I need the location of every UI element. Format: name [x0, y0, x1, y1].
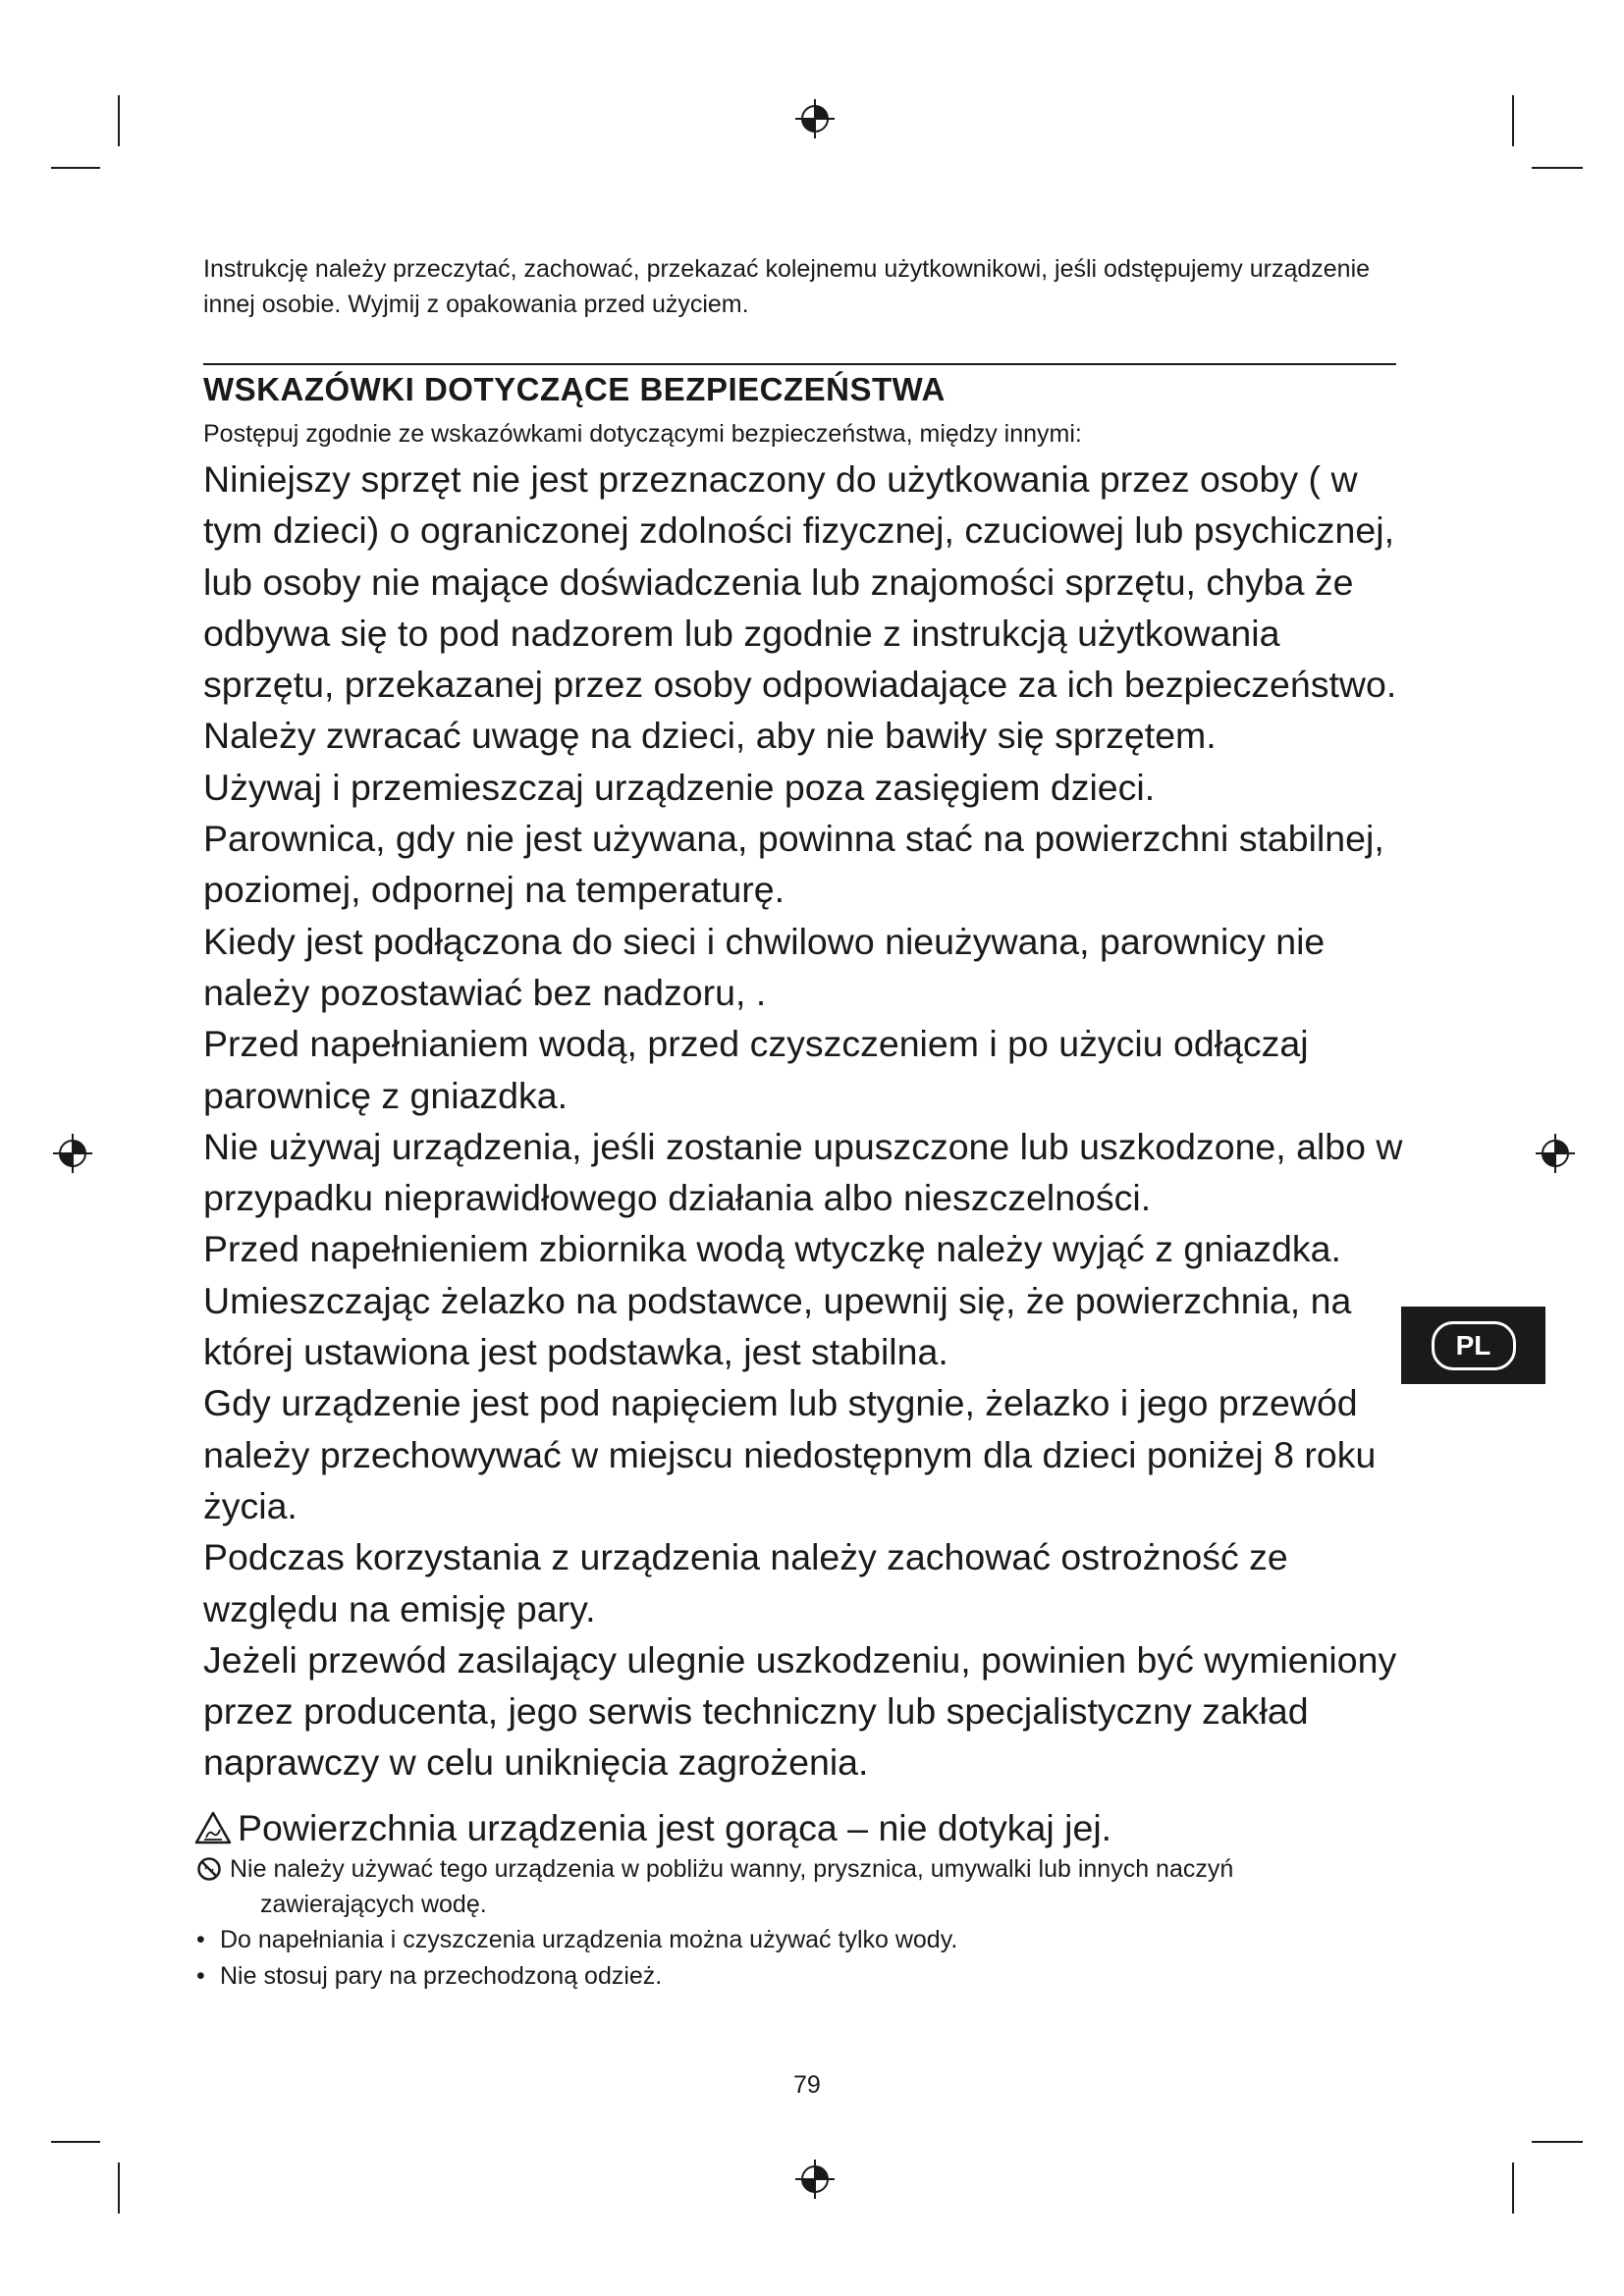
bullet-item [196, 1958, 1394, 1994]
warning-triangle-icon [194, 1811, 232, 1844]
hot-surface-warning-text: Powierzchnia urządzenia jest gorąca – nie dotykaj jej. [238, 1807, 1112, 1848]
hot-surface-warning [194, 1802, 1111, 1853]
bullet-marker: • [196, 1926, 205, 1953]
registration-mark-icon [1534, 1132, 1577, 1175]
bullet-text: Nie stosuj pary na przechodzoną odzież. [220, 1962, 663, 1990]
crop-mark-top-left-vertical [118, 95, 120, 146]
section-subheading: Postępuj zgodnie ze wskazówkami dotyczącymi bezpieczeństwa, między innymi: [203, 420, 1082, 448]
instruction-paragraph: Jeżeli przewód zasilający ulegnie uszkodzeniu, powinien być wymieniony przez producenta, jego serwis techniczny lub specjalistyczny zakład naprawczy w celu uniknięcia zagrożenia. [203, 1638, 1397, 1784]
registration-mark-icon [793, 97, 837, 140]
crop-mark-bottom-right-vertical [1512, 2163, 1514, 2214]
bullet-item [196, 1922, 1394, 1957]
instruction-paragraph: Kiedy jest podłączona do sieci i chwilowo nieużywana, parownicy nie należy pozostawiać bez nadzoru, . [203, 920, 1326, 1013]
language-tab [1401, 1307, 1545, 1384]
section-heading: WSKAZÓWKI DOTYCZĄCE BEZPIECZEŃSTWA [203, 371, 946, 407]
bullet-marker: • [196, 1962, 205, 1990]
safety-instructions [203, 454, 1421, 1789]
registration-mark-icon [51, 1132, 94, 1175]
prohibition-note-line2: zawierających wodę. [260, 1891, 487, 1918]
language-badge: PL [1432, 1321, 1516, 1370]
instruction-paragraph: Umieszczając żelazko na podstawce, upewnij się, że powierzchnia, na której ustawiona jest podstawka, jest stabilna. [203, 1279, 1352, 1373]
section-divider [203, 363, 1396, 365]
instruction-paragraph: Przed napełnieniem zbiornika wodą wtyczkę należy wyjąć z gniazdka. [203, 1228, 1341, 1270]
crop-mark-top-right-horizontal [1532, 167, 1583, 169]
crop-mark-top-right-vertical [1512, 95, 1514, 146]
bullet-text: Do napełniania i czyszczenia urządzenia można używać tylko wody. [220, 1926, 958, 1953]
instruction-paragraph: Parownica, gdy nie jest używana, powinna stać na powierzchni stabilnej, poziomej, odpornej na temperaturę. [203, 818, 1384, 911]
instruction-paragraph: Gdy urządzenie jest pod napięciem lub stygnie, żelazko i jego przewód należy przechowywać w miejscu niedostępnym dla dzieci poniżej 8 roku życia. [203, 1382, 1377, 1526]
crop-mark-bottom-left-vertical [118, 2163, 120, 2214]
crop-mark-top-left-horizontal [51, 167, 100, 169]
registration-mark-icon [793, 2158, 837, 2201]
instruction-paragraph: Niniejszy sprzęt nie jest przeznaczony do użytkowania przez osoby ( w tym dzieci) o ograniczonej zdolności fizycznej, czuciowej lub psychicznej, lub osoby nie mające doświadczenia lub znajomości sprzętu, chyba że odbywa się to pod nadzorem lub zgodnie z instrukcją użytkowania sprzętu, przekazanej przez osoby odpowiadające za ich bezpieczeństwo. Należy zwracać uwagę na dzieci, aby nie bawiły się sprzętem. [203, 458, 1397, 757]
crop-mark-bottom-left-horizontal [51, 2141, 100, 2143]
page-number: 79 [793, 2071, 821, 2099]
prohibition-note-line1: Nie należy używać tego urządzenia w pobliżu wanny, prysznica, umywalki lub innych naczyń [230, 1855, 1234, 1883]
instruction-paragraph: Podczas korzystania z urządzenia należy zachować ostrożność ze względu na emisję pary. [203, 1536, 1288, 1629]
prohibition-note [196, 1851, 1394, 1922]
prohibition-icon [196, 1856, 222, 1882]
crop-mark-bottom-right-horizontal [1532, 2141, 1583, 2143]
intro-paragraph: Instrukcję należy przeczytać, zachować, przekazać kolejnemu użytkownikowi, jeśli odstępujemy urządzenie innej osobie. Wyjmij z opakowania przed użyciem. [203, 255, 1371, 318]
instruction-paragraph: Używaj i przemieszczaj urządzenie poza zasięgiem dzieci. [203, 766, 1156, 808]
instruction-paragraph: Przed napełnianiem wodą, przed czyszczeniem i po użyciu odłączaj parownicę z gniazdka. [203, 1023, 1309, 1116]
instruction-paragraph: Nie używaj urządzenia, jeśli zostanie upuszczone lub uszkodzone, albo w przypadku nieprawidłowego działania albo nieszczelności. [203, 1125, 1403, 1219]
